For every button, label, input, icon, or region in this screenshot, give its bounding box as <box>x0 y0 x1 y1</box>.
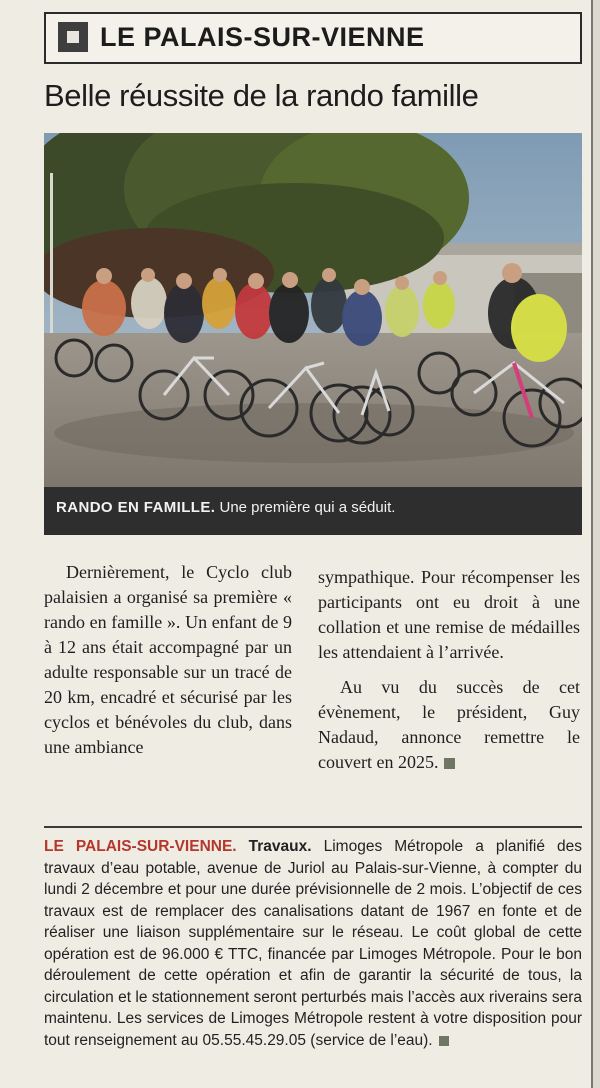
caption-label: RANDO EN FAMILLE. <box>56 499 216 516</box>
section-header <box>44 12 582 64</box>
article-column-right <box>318 565 580 775</box>
news-brief <box>44 836 582 1051</box>
end-of-brief-icon <box>439 1036 449 1046</box>
article-headline: Belle réussite de la rando famille <box>44 78 479 113</box>
article-photo <box>44 133 582 487</box>
article-paragraph: Au vu du succès de cet évènement, le président, Guy Nadaud, annonce remettre le couvert en 2025. <box>318 677 580 772</box>
brief-topic: Travaux. <box>248 838 312 855</box>
article-paragraph: Dernièrement, le Cyclo club palaisien a organisé sa première « rando en famille ». Un enfant de 9 à 12 ans était accompagné par un adulte responsable sur un tracé de 20 km, encadré et sécurisé par les cyclos et bénévoles du club, dans une ambiance <box>44 562 292 757</box>
section-divider <box>44 826 582 828</box>
photo-caption <box>44 487 582 535</box>
caption-text: Une première qui a séduit. <box>219 499 396 516</box>
adjacent-column-edge <box>593 0 600 1088</box>
brief-place: LE PALAIS-SUR-VIENNE. <box>44 838 237 855</box>
article-paragraph-continued: sympathique. Pour récompenser les participants ont eu droit à une collation et une remise de médailles les attendaient à l’arrivée. <box>318 567 580 662</box>
article-column-left <box>44 560 292 760</box>
section-title: LE PALAIS-SUR-VIENNE <box>100 22 425 52</box>
square-bullet-icon <box>58 22 88 52</box>
end-of-article-icon <box>444 758 455 769</box>
brief-text: Limoges Métropole a planifié des travaux d’eau potable, avenue de Juriol au Palais-sur-Vienne, à compter du lundi 2 décembre et pour une durée prévisionnelle de 2 mois. L’objectif de ces travaux est de remplacer des canalisations datant de 1967 en fonte et de réaliser une liaison supplémentaire sur le réseau. Le coût global de cette opération est de 96.000 € TTC, financée par Limoges Métropole. Pour le bon déroulement de cette opération et afin de garantir la sécurité de tous, la circulation et le stationnement seront perturbés mais l’accès aux riverains sera maintenu. Les services de Limoges Métropole restent à votre disposition pour tout renseignement au 05.55.45.29.05 (service de l’eau). <box>44 838 583 1049</box>
